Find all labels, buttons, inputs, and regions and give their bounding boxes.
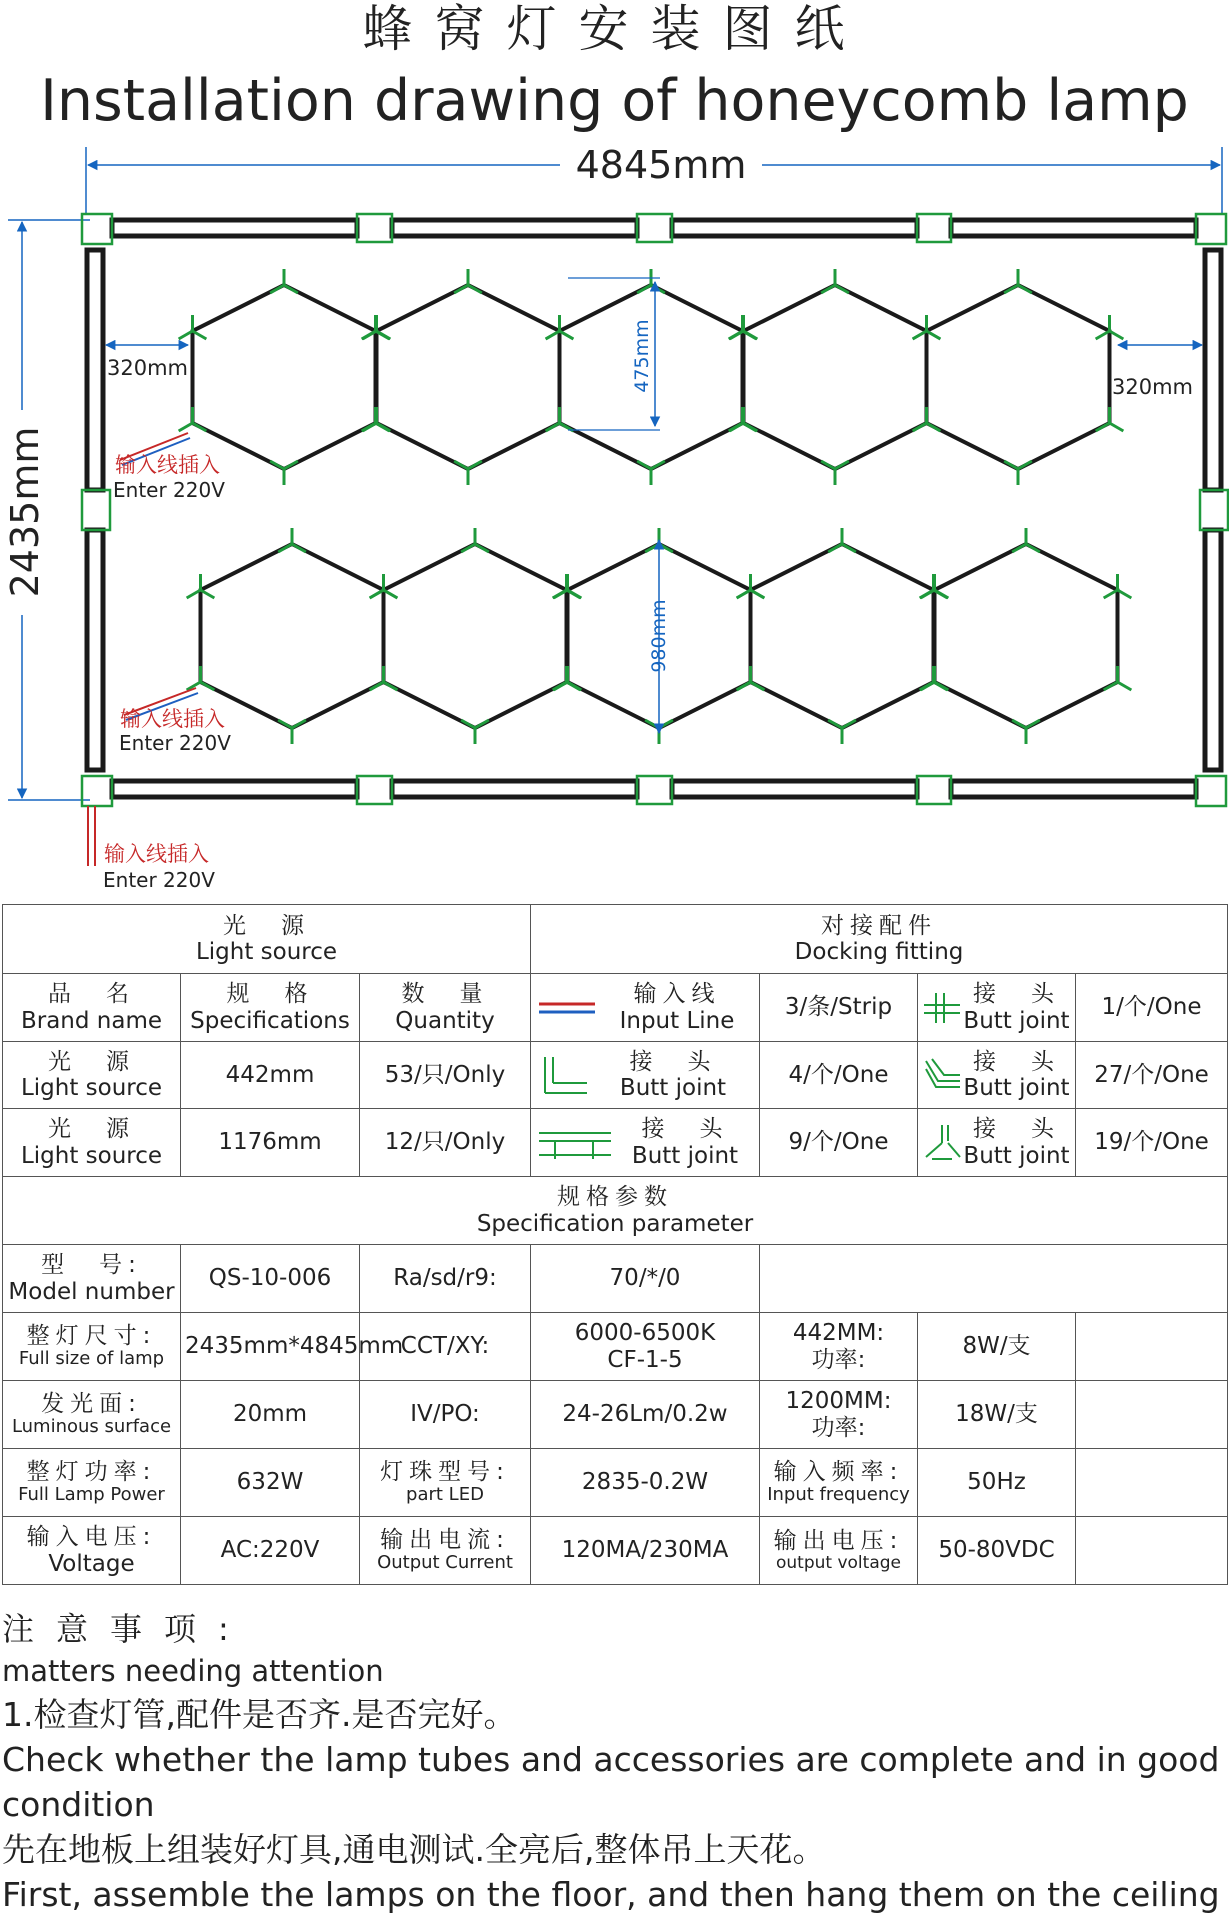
hex-joint xyxy=(187,666,215,690)
fitting-qty: 19/个/One xyxy=(1076,1109,1228,1177)
brand-name-header: 品 名 Brand name xyxy=(3,974,181,1042)
joint-angle-icon xyxy=(922,1055,962,1095)
hex-joint xyxy=(637,461,665,485)
hex-joint xyxy=(546,407,574,431)
hexagon-lamp xyxy=(377,285,560,469)
hex-joint xyxy=(737,666,765,690)
led-part-value: 2835-0.2W xyxy=(531,1449,760,1517)
input-label-zh-1: 输入线插入 xyxy=(115,453,220,477)
joint-t-icon xyxy=(535,1125,615,1161)
hex-joint xyxy=(278,528,306,552)
hex-joint xyxy=(913,407,941,431)
ra-value: 70/*/0 xyxy=(531,1245,760,1313)
hexagon-lamp xyxy=(751,544,934,728)
hex-joint xyxy=(454,461,482,485)
empty-cell xyxy=(1076,1449,1228,1517)
full-size-label: 整灯尺寸: Full size of lamp xyxy=(3,1313,181,1381)
fitting-qty: 4/个/One xyxy=(760,1042,918,1109)
full-size-value: 2435mm*4845mm xyxy=(181,1313,360,1381)
hex-joint xyxy=(554,666,582,690)
hex-joint xyxy=(637,269,665,293)
specification-table xyxy=(2,1176,1228,1585)
input-line-icon xyxy=(535,993,599,1023)
ra-label: Ra/sd/r9: xyxy=(360,1245,531,1313)
hex-joint xyxy=(730,407,758,431)
hexagon-lamp xyxy=(935,544,1118,728)
output-voltage-value: 50-80VDC xyxy=(918,1517,1076,1585)
hex-joint xyxy=(461,720,489,744)
ivpo-value: 24-26Lm/0.2w xyxy=(531,1381,760,1449)
product-spec: 1176mm xyxy=(181,1109,360,1177)
fitting-qty: 3/条/Strip xyxy=(760,974,918,1042)
hex-joint xyxy=(828,720,856,744)
full-lamp-power-value: 632W xyxy=(181,1449,360,1517)
width-dimension xyxy=(86,143,1222,215)
cct-value: 6000-6500K CF-1-5 xyxy=(531,1313,760,1381)
hex-joint xyxy=(1004,269,1032,293)
power-442-value: 8W/支 xyxy=(918,1313,1076,1381)
ivpo-label: IV/PO: xyxy=(360,1381,531,1449)
fitting-qty: 1/个/One xyxy=(1076,974,1228,1042)
output-voltage-label: 输出电压: output voltage xyxy=(760,1517,918,1585)
product-qty: 12/只/Only xyxy=(360,1109,531,1177)
notes-heading-zh: 注意事项: xyxy=(2,1610,251,1648)
notes-section xyxy=(2,1608,1227,1917)
fitting-input-line: 输入线 Input Line xyxy=(531,974,760,1042)
fitting-cross-joint: 接 头 Butt joint xyxy=(918,974,1076,1042)
output-current-label: 输出电流: Output Current xyxy=(360,1517,531,1585)
note-1-zh: 1.检查灯管,配件是否齐.是否完好。 xyxy=(2,1695,517,1734)
hexagon-lamp xyxy=(193,285,376,469)
installation-drawing xyxy=(0,140,1229,895)
height-label: 2435mm xyxy=(3,426,47,598)
luminous-surface-value: 20mm xyxy=(181,1381,360,1449)
product-name: 光 源 Light source xyxy=(3,1109,181,1177)
inner-dimensions xyxy=(106,278,1202,733)
led-part-label: 灯珠型号: part LED xyxy=(360,1449,531,1517)
hex-joint xyxy=(821,461,849,485)
row-height-label: 980mm xyxy=(648,599,670,673)
hex-joint xyxy=(1012,720,1040,744)
hex-joint xyxy=(270,269,298,293)
hex-joint xyxy=(363,407,391,431)
spacing-left-label: 320mm xyxy=(107,356,188,380)
cct-label: CCT/XY: xyxy=(360,1313,531,1381)
hex-joint xyxy=(821,269,849,293)
specifications-header: 规 格 Specifications xyxy=(181,974,360,1042)
empty-cell xyxy=(760,1245,1228,1313)
note-2-zh: 先在地板上组装好灯具,通电测试.全亮后,整体吊上天花。 xyxy=(2,1830,826,1869)
empty-cell xyxy=(1076,1381,1228,1449)
fitting-angle-joint: 接 头 Butt joint xyxy=(918,1042,1076,1109)
luminous-surface-label: 发光面: Luminous surface xyxy=(3,1381,181,1449)
parts-table xyxy=(2,904,1228,1177)
note-1-en-b: condition xyxy=(2,1785,155,1824)
product-spec: 442mm xyxy=(181,1042,360,1109)
spacing-right-label: 320mm xyxy=(1112,375,1193,399)
spec-parameter-header: 规格参数 Specification parameter xyxy=(3,1177,1228,1245)
quantity-header: 数 量 Quantity xyxy=(360,974,531,1042)
hex-joint xyxy=(921,666,949,690)
fitting-qty: 27/个/One xyxy=(1076,1042,1228,1109)
power-442-label: 442MM: 功率: xyxy=(760,1313,918,1381)
joint-l-icon xyxy=(535,1053,591,1097)
hex-joint xyxy=(454,269,482,293)
hex-joint xyxy=(828,528,856,552)
product-name: 光 源 Light source xyxy=(3,1042,181,1109)
input-label-en-2: Enter 220V xyxy=(119,731,231,755)
input-label-zh-2: 输入线插入 xyxy=(120,707,225,731)
hexagon-lamp xyxy=(927,285,1110,469)
model-value: QS-10-006 xyxy=(181,1245,360,1313)
full-lamp-power-label: 整灯功率: Full Lamp Power xyxy=(3,1449,181,1517)
model-label: 型 号: Model number xyxy=(3,1245,181,1313)
hex-joint xyxy=(278,720,306,744)
joint-y-icon xyxy=(922,1123,962,1163)
hex-joint xyxy=(1004,461,1032,485)
input-voltage-value: AC:220V xyxy=(181,1517,360,1585)
hex-height-label: 475mm xyxy=(631,319,653,393)
note-1-en-a: Check whether the lamp tubes and accessories are complete and in good xyxy=(2,1740,1220,1779)
fitting-y-joint: 接 头 Butt joint xyxy=(918,1109,1076,1177)
fitting-t-joint: 接 头 Butt joint xyxy=(531,1109,760,1177)
light-source-header: 光 源 Light source xyxy=(3,905,531,974)
input-label-en-3: Enter 220V xyxy=(103,868,215,892)
width-label: 4845mm xyxy=(575,143,747,187)
fitting-l-joint: 接 头 Butt joint xyxy=(531,1042,760,1109)
hex-joint xyxy=(1096,407,1124,431)
note-2-en: First, assemble the lamps on the floor, and then hang them on the ceiling xyxy=(2,1875,1220,1914)
hex-joint xyxy=(461,528,489,552)
input-label-zh-3: 输入线插入 xyxy=(104,842,209,866)
input-frequency-label: 输入频率: Input frequency xyxy=(760,1449,918,1517)
hex-joint xyxy=(1104,666,1132,690)
hexagon-lamp xyxy=(744,285,927,469)
docking-fitting-header: 对接配件 Docking fitting xyxy=(531,905,1228,974)
hex-joint xyxy=(1012,528,1040,552)
output-current-value: 120MA/230MA xyxy=(531,1517,760,1585)
hex-joint xyxy=(179,407,207,431)
power-1200-label: 1200MM: 功率: xyxy=(760,1381,918,1449)
fitting-qty: 9/个/One xyxy=(760,1109,918,1177)
title-chinese: 蜂窝灯安装图纸 xyxy=(362,0,867,58)
product-qty: 53/只/Only xyxy=(360,1042,531,1109)
input-frequency-value: 50Hz xyxy=(918,1449,1076,1517)
joint-cross-icon xyxy=(922,991,962,1025)
empty-cell xyxy=(1076,1517,1228,1585)
hexagon-lamp xyxy=(201,544,384,728)
hex-joint xyxy=(270,461,298,485)
power-1200-value: 18W/支 xyxy=(918,1381,1076,1449)
height-dimension xyxy=(3,220,90,800)
hexagon-lamp xyxy=(384,544,567,728)
input-label-en-1: Enter 220V xyxy=(113,478,225,502)
notes-heading-en: matters needing attention xyxy=(2,1654,384,1688)
input-voltage-label: 输入电压: Voltage xyxy=(3,1517,181,1585)
title-english: Installation drawing of honeycomb lamp xyxy=(40,68,1189,134)
empty-cell xyxy=(1076,1313,1228,1381)
hex-joint xyxy=(370,666,398,690)
